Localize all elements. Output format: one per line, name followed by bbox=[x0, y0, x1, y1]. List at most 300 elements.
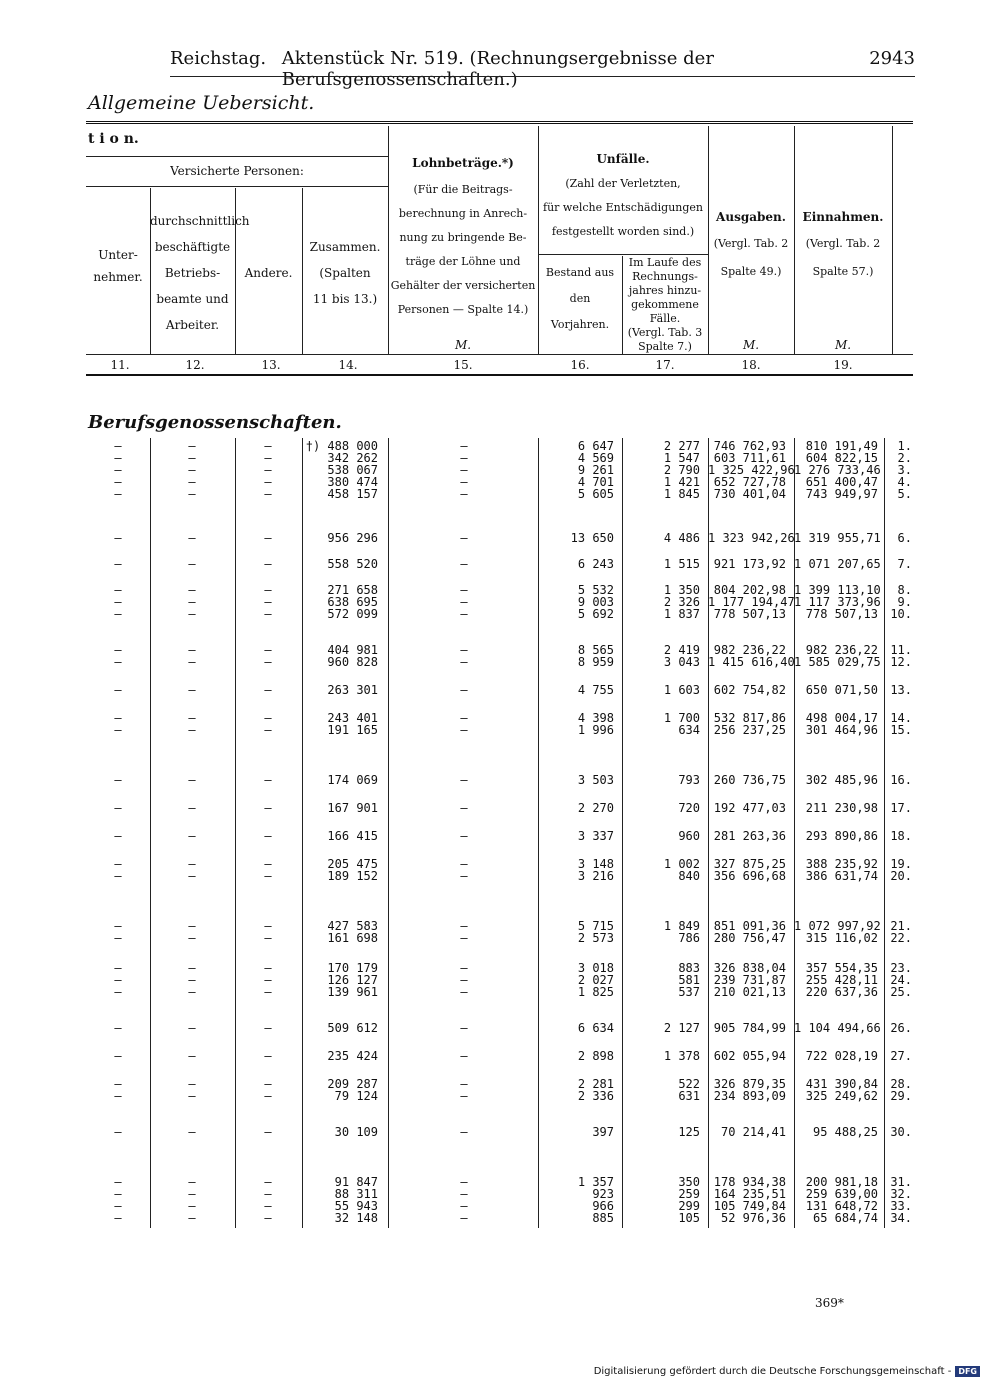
table-row bbox=[86, 608, 913, 621]
unternehmer-cell: — bbox=[114, 643, 122, 657]
ausgaben-cell: 52 976,36 bbox=[720, 1211, 786, 1225]
hinzugekommen-cell: 793 bbox=[678, 773, 700, 787]
arbeiter-cell: — bbox=[188, 919, 196, 933]
col-number: 12. bbox=[185, 358, 205, 372]
col19-unit: M. bbox=[834, 338, 852, 352]
hinzugekommen-cell: 2 326 bbox=[663, 595, 700, 609]
ausgaben-cell: 326 879,35 bbox=[713, 1077, 786, 1091]
bestand-cell: 4 755 bbox=[577, 683, 614, 697]
unternehmer-cell: — bbox=[114, 463, 122, 477]
einnahmen-cell: 131 648,72 bbox=[805, 1199, 878, 1213]
ausgaben-cell: 356 696,68 bbox=[713, 869, 786, 883]
table-row bbox=[86, 532, 913, 545]
row-number: 33. bbox=[890, 1199, 912, 1213]
ausgaben-cell: 602 055,94 bbox=[713, 1049, 786, 1063]
arbeiter-cell: — bbox=[188, 643, 196, 657]
bestand-cell: 1 825 bbox=[577, 985, 614, 999]
table-row bbox=[86, 1126, 913, 1139]
zusammen-cell: 191 165 bbox=[327, 723, 378, 737]
bestand-cell: 2 573 bbox=[577, 931, 614, 945]
andere-cell: — bbox=[264, 1049, 272, 1063]
hinzugekommen-cell: 2 419 bbox=[663, 643, 700, 657]
einnahmen-cell: 982 236,22 bbox=[805, 643, 878, 657]
arbeiter-cell: — bbox=[188, 1125, 196, 1139]
col-number: 15. bbox=[453, 358, 473, 372]
bestand-cell: 1 357 bbox=[577, 1175, 614, 1189]
row-number: 18. bbox=[890, 829, 912, 843]
col-number: 13. bbox=[261, 358, 281, 372]
hinzugekommen-cell: 105 bbox=[678, 1211, 700, 1225]
andere-cell: — bbox=[264, 595, 272, 609]
col-number: 19. bbox=[833, 358, 853, 372]
bestand-cell: 3 018 bbox=[577, 961, 614, 975]
unternehmer-cell: — bbox=[114, 1077, 122, 1091]
table-row bbox=[86, 558, 913, 571]
einnahmen-cell: 1 399 113,10 bbox=[794, 583, 881, 597]
table-row bbox=[86, 932, 913, 945]
section-fragment: t i o n. bbox=[88, 131, 139, 147]
ausgaben-cell: 851 091,36 bbox=[713, 919, 786, 933]
zusammen-cell: 458 157 bbox=[327, 487, 378, 501]
col15-title: Lohnbeträge.*) bbox=[412, 156, 514, 170]
ausgaben-cell: 234 893,09 bbox=[713, 1089, 786, 1103]
arbeiter-cell: — bbox=[188, 961, 196, 975]
table-row bbox=[86, 986, 913, 999]
einnahmen-cell: 200 981,18 bbox=[805, 1175, 878, 1189]
einnahmen-cell: 211 230,98 bbox=[805, 801, 878, 815]
lohnbetraege-cell: — bbox=[460, 869, 468, 883]
zusammen-cell: 189 152 bbox=[327, 869, 378, 883]
bestand-cell: 2 336 bbox=[577, 1089, 614, 1103]
zusammen-cell: 404 981 bbox=[327, 643, 378, 657]
bestand-cell: 966 bbox=[592, 1199, 614, 1213]
hinzugekommen-cell: 125 bbox=[678, 1125, 700, 1139]
page-number: 2943 bbox=[869, 48, 915, 69]
bestand-cell: 6 634 bbox=[577, 1021, 614, 1035]
arbeiter-cell: — bbox=[188, 1175, 196, 1189]
einnahmen-cell: 65 684,74 bbox=[812, 1211, 878, 1225]
zusammen-cell: 166 415 bbox=[327, 829, 378, 843]
bestand-cell: 2 270 bbox=[577, 801, 614, 815]
row-number: 22. bbox=[890, 931, 912, 945]
section-title: Berufsgenossenschaften. bbox=[88, 412, 342, 433]
ausgaben-cell: 652 727,78 bbox=[713, 475, 786, 489]
lohnbetraege-cell: — bbox=[460, 723, 468, 737]
lohnbetraege-cell: — bbox=[460, 487, 468, 501]
lohnbetraege-cell: — bbox=[460, 773, 468, 787]
andere-cell: — bbox=[264, 439, 272, 453]
unternehmer-cell: — bbox=[114, 1211, 122, 1225]
lohnbetraege-cell: — bbox=[460, 1187, 468, 1201]
ausgaben-cell: 804 202,98 bbox=[713, 583, 786, 597]
bestand-cell: 9 261 bbox=[577, 463, 614, 477]
hinzugekommen-cell: 4 486 bbox=[663, 531, 700, 545]
einnahmen-cell: 498 004,17 bbox=[805, 711, 878, 725]
hinzugekommen-cell: 299 bbox=[678, 1199, 700, 1213]
arbeiter-cell: — bbox=[188, 583, 196, 597]
unternehmer-cell: — bbox=[114, 801, 122, 815]
arbeiter-cell: — bbox=[188, 557, 196, 571]
row-number: 32. bbox=[890, 1187, 912, 1201]
header-left: Reichstag. bbox=[170, 48, 267, 69]
einnahmen-cell: 743 949,97 bbox=[805, 487, 878, 501]
hinzugekommen-cell: 786 bbox=[678, 931, 700, 945]
zusammen-cell: 263 301 bbox=[327, 683, 378, 697]
andere-cell: — bbox=[264, 683, 272, 697]
lohnbetraege-cell: — bbox=[460, 607, 468, 621]
hinzugekommen-cell: 634 bbox=[678, 723, 700, 737]
unternehmer-cell: — bbox=[114, 583, 122, 597]
row-number: 2. bbox=[897, 451, 912, 465]
arbeiter-cell: — bbox=[188, 1199, 196, 1213]
einnahmen-cell: 1 104 494,66 bbox=[794, 1021, 881, 1035]
lohnbetraege-cell: — bbox=[460, 1089, 468, 1103]
lohnbetraege-cell: — bbox=[460, 1021, 468, 1035]
einnahmen-cell: 604 822,15 bbox=[805, 451, 878, 465]
bestand-cell: 13 650 bbox=[570, 531, 614, 545]
unternehmer-cell: — bbox=[114, 595, 122, 609]
hinzugekommen-cell: 1 837 bbox=[663, 607, 700, 621]
row-number: 34. bbox=[890, 1211, 912, 1225]
lohnbetraege-cell: — bbox=[460, 557, 468, 571]
einnahmen-cell: 650 071,50 bbox=[805, 683, 878, 697]
col-number: 14. bbox=[338, 358, 358, 372]
andere-cell: — bbox=[264, 487, 272, 501]
andere-cell: — bbox=[264, 773, 272, 787]
digitization-footer bbox=[594, 1366, 980, 1377]
zusammen-cell: 243 401 bbox=[327, 711, 378, 725]
einnahmen-cell: 1 319 955,71 bbox=[794, 531, 881, 545]
einnahmen-cell: 1 072 997,92 bbox=[794, 919, 881, 933]
zusammen-cell: 55 943 bbox=[334, 1199, 378, 1213]
zusammen-cell: †) 488 000 bbox=[305, 439, 378, 453]
col14-header: Zusammen. (Spalten 11 bis 13.) bbox=[309, 240, 381, 306]
lohnbetraege-cell: — bbox=[460, 439, 468, 453]
hinzugekommen-cell: 1 547 bbox=[663, 451, 700, 465]
bestand-cell: 885 bbox=[592, 1211, 614, 1225]
arbeiter-cell: — bbox=[188, 931, 196, 945]
einnahmen-cell: 357 554,35 bbox=[805, 961, 878, 975]
arbeiter-cell: — bbox=[188, 683, 196, 697]
andere-cell: — bbox=[264, 607, 272, 621]
unternehmer-cell: — bbox=[114, 1175, 122, 1189]
unternehmer-cell: — bbox=[114, 829, 122, 843]
unternehmer-cell: — bbox=[114, 487, 122, 501]
zusammen-cell: 30 109 bbox=[334, 1125, 378, 1139]
ausgaben-cell: 1 415 616,40 bbox=[708, 655, 795, 669]
unternehmer-cell: — bbox=[114, 1089, 122, 1103]
einnahmen-cell: 778 507,13 bbox=[805, 607, 878, 621]
table-top-rule bbox=[86, 121, 913, 125]
zusammen-cell: 427 583 bbox=[327, 919, 378, 933]
hinzugekommen-cell: 1 845 bbox=[663, 487, 700, 501]
andere-cell: — bbox=[264, 1089, 272, 1103]
row-number: 25. bbox=[890, 985, 912, 999]
numbers-rule bbox=[86, 374, 913, 376]
lohnbetraege-cell: — bbox=[460, 531, 468, 545]
lohnbetraege-cell: — bbox=[460, 711, 468, 725]
unternehmer-cell: — bbox=[114, 857, 122, 871]
andere-cell: — bbox=[264, 711, 272, 725]
col13-header: Andere. bbox=[244, 266, 293, 280]
zusammen-cell: 209 287 bbox=[327, 1077, 378, 1091]
einnahmen-cell: 810 191,49 bbox=[805, 439, 878, 453]
hinzugekommen-cell: 720 bbox=[678, 801, 700, 815]
zusammen-cell: 380 474 bbox=[327, 475, 378, 489]
lohnbetraege-cell: — bbox=[460, 1175, 468, 1189]
ausgaben-cell: 603 711,61 bbox=[713, 451, 786, 465]
andere-cell: — bbox=[264, 463, 272, 477]
hinzugekommen-cell: 350 bbox=[678, 1175, 700, 1189]
arbeiter-cell: — bbox=[188, 869, 196, 883]
insured-group-label: Versicherte Personen: bbox=[170, 164, 304, 178]
andere-cell: — bbox=[264, 1125, 272, 1139]
bestand-cell: 6 243 bbox=[577, 557, 614, 571]
andere-cell: — bbox=[264, 1077, 272, 1091]
hinzugekommen-cell: 960 bbox=[678, 829, 700, 843]
row-number: 23. bbox=[890, 961, 912, 975]
dfg-logo: DFG bbox=[955, 1366, 980, 1377]
einnahmen-cell: 325 249,62 bbox=[805, 1089, 878, 1103]
hinzugekommen-cell: 522 bbox=[678, 1077, 700, 1091]
row-number: 17. bbox=[890, 801, 912, 815]
einnahmen-cell: 293 890,86 bbox=[805, 829, 878, 843]
ausgaben-cell: 905 784,99 bbox=[713, 1021, 786, 1035]
row-number: 15. bbox=[890, 723, 912, 737]
hinzugekommen-cell: 631 bbox=[678, 1089, 700, 1103]
ausgaben-cell: 178 934,38 bbox=[713, 1175, 786, 1189]
bestand-cell: 2 898 bbox=[577, 1049, 614, 1063]
hinzugekommen-cell: 2 127 bbox=[663, 1021, 700, 1035]
row-number: 19. bbox=[890, 857, 912, 871]
ausgaben-cell: 260 736,75 bbox=[713, 773, 786, 787]
bestand-cell: 5 605 bbox=[577, 487, 614, 501]
bestand-cell: 4 569 bbox=[577, 451, 614, 465]
hinzugekommen-cell: 1 603 bbox=[663, 683, 700, 697]
hinzugekommen-cell: 1 421 bbox=[663, 475, 700, 489]
zusammen-cell: 161 698 bbox=[327, 931, 378, 945]
hinzugekommen-cell: 1 002 bbox=[663, 857, 700, 871]
row-number: 12. bbox=[890, 655, 912, 669]
andere-cell: — bbox=[264, 801, 272, 815]
lohnbetraege-cell: — bbox=[460, 595, 468, 609]
row-number: 30. bbox=[890, 1125, 912, 1139]
ausgaben-cell: 256 237,25 bbox=[713, 723, 786, 737]
unternehmer-cell: — bbox=[114, 557, 122, 571]
hinzugekommen-cell: 259 bbox=[678, 1187, 700, 1201]
hinzugekommen-cell: 1 515 bbox=[663, 557, 700, 571]
lohnbetraege-cell: — bbox=[460, 919, 468, 933]
bestand-cell: 3 148 bbox=[577, 857, 614, 871]
unternehmer-cell: — bbox=[114, 931, 122, 945]
arbeiter-cell: — bbox=[188, 451, 196, 465]
bestand-cell: 6 647 bbox=[577, 439, 614, 453]
andere-cell: — bbox=[264, 557, 272, 571]
bestand-cell: 9 003 bbox=[577, 595, 614, 609]
hinzugekommen-cell: 1 350 bbox=[663, 583, 700, 597]
arbeiter-cell: — bbox=[188, 1021, 196, 1035]
lohnbetraege-cell: — bbox=[460, 1211, 468, 1225]
overview-title: Allgemeine Uebersicht. bbox=[88, 92, 315, 114]
table-header bbox=[86, 126, 913, 356]
andere-cell: — bbox=[264, 475, 272, 489]
zusammen-cell: 271 658 bbox=[327, 583, 378, 597]
andere-cell: — bbox=[264, 1187, 272, 1201]
table-row bbox=[86, 830, 913, 843]
einnahmen-cell: 1 117 373,96 bbox=[794, 595, 881, 609]
arbeiter-cell: — bbox=[188, 531, 196, 545]
lohnbetraege-cell: — bbox=[460, 583, 468, 597]
arbeiter-cell: — bbox=[188, 607, 196, 621]
row-number: 9. bbox=[897, 595, 912, 609]
arbeiter-cell: — bbox=[188, 1211, 196, 1225]
ausgaben-cell: 327 875,25 bbox=[713, 857, 786, 871]
ausgaben-cell: 281 263,36 bbox=[713, 829, 786, 843]
zusammen-cell: 88 311 bbox=[334, 1187, 378, 1201]
hinzugekommen-cell: 3 043 bbox=[663, 655, 700, 669]
page-header bbox=[170, 48, 915, 90]
bestand-cell: 1 996 bbox=[577, 723, 614, 737]
row-number: 28. bbox=[890, 1077, 912, 1091]
row-number: 26. bbox=[890, 1021, 912, 1035]
row-number: 7. bbox=[897, 557, 912, 571]
unternehmer-cell: — bbox=[114, 1199, 122, 1213]
zusammen-cell: 170 179 bbox=[327, 961, 378, 975]
unternehmer-cell: — bbox=[114, 1187, 122, 1201]
row-number: 16. bbox=[890, 773, 912, 787]
andere-cell: — bbox=[264, 973, 272, 987]
bestand-cell: 3 337 bbox=[577, 829, 614, 843]
table-row bbox=[86, 1022, 913, 1035]
table-row bbox=[86, 1212, 913, 1225]
col18-title: Ausgaben. bbox=[716, 210, 786, 224]
einnahmen-cell: 302 485,96 bbox=[805, 773, 878, 787]
zusammen-cell: 32 148 bbox=[334, 1211, 378, 1225]
zusammen-cell: 79 124 bbox=[334, 1089, 378, 1103]
bestand-cell: 4 398 bbox=[577, 711, 614, 725]
col15-unit: M. bbox=[454, 338, 472, 352]
unternehmer-cell: — bbox=[114, 475, 122, 489]
ausgaben-cell: 921 173,92 bbox=[713, 557, 786, 571]
ausgaben-cell: 982 236,22 bbox=[713, 643, 786, 657]
ausgaben-cell: 1 325 422,96 bbox=[708, 463, 795, 477]
einnahmen-cell: 315 116,02 bbox=[805, 931, 878, 945]
col-number: 16. bbox=[570, 358, 590, 372]
arbeiter-cell: — bbox=[188, 1089, 196, 1103]
arbeiter-cell: — bbox=[188, 985, 196, 999]
lohnbetraege-cell: — bbox=[460, 1125, 468, 1139]
zusammen-cell: 235 424 bbox=[327, 1049, 378, 1063]
zusammen-cell: 139 961 bbox=[327, 985, 378, 999]
unternehmer-cell: — bbox=[114, 985, 122, 999]
lohnbetraege-cell: — bbox=[460, 475, 468, 489]
ausgaben-cell: 532 817,86 bbox=[713, 711, 786, 725]
ausgaben-cell: 1 323 942,26 bbox=[708, 531, 795, 545]
ausgaben-cell: 210 021,13 bbox=[713, 985, 786, 999]
arbeiter-cell: — bbox=[188, 723, 196, 737]
table-row bbox=[86, 488, 913, 501]
row-number: 10. bbox=[890, 607, 912, 621]
andere-cell: — bbox=[264, 583, 272, 597]
einnahmen-cell: 301 464,96 bbox=[805, 723, 878, 737]
lohnbetraege-cell: — bbox=[460, 985, 468, 999]
bestand-cell: 3 216 bbox=[577, 869, 614, 883]
andere-cell: — bbox=[264, 451, 272, 465]
col11-header: Unter- nehmer. bbox=[93, 248, 143, 284]
arbeiter-cell: — bbox=[188, 463, 196, 477]
unternehmer-cell: — bbox=[114, 655, 122, 669]
lohnbetraege-cell: — bbox=[460, 857, 468, 871]
col16-header: Bestand aus den Vorjahren. bbox=[545, 266, 615, 331]
unternehmer-cell: — bbox=[114, 711, 122, 725]
table-row bbox=[86, 1090, 913, 1103]
row-number: 27. bbox=[890, 1049, 912, 1063]
ausgaben-cell: 602 754,82 bbox=[713, 683, 786, 697]
lohnbetraege-cell: — bbox=[460, 1199, 468, 1213]
arbeiter-cell: — bbox=[188, 487, 196, 501]
andere-cell: — bbox=[264, 1211, 272, 1225]
unternehmer-cell: — bbox=[114, 773, 122, 787]
arbeiter-cell: — bbox=[188, 475, 196, 489]
col15-header: (Für die Beitrags- berechnung in Anrech- nung zu bringende Be- träge der Löhne und Gehälter der versicherten Personen — Spalte 14.) bbox=[390, 183, 536, 316]
lohnbetraege-cell: — bbox=[460, 973, 468, 987]
ausgaben-cell: 164 235,51 bbox=[713, 1187, 786, 1201]
arbeiter-cell: — bbox=[188, 829, 196, 843]
zusammen-cell: 558 520 bbox=[327, 557, 378, 571]
zusammen-cell: 638 695 bbox=[327, 595, 378, 609]
andere-cell: — bbox=[264, 1199, 272, 1213]
bestand-cell: 2 281 bbox=[577, 1077, 614, 1091]
col-number: 11. bbox=[110, 358, 130, 372]
row-number: 20. bbox=[890, 869, 912, 883]
ausgaben-cell: 239 731,87 bbox=[713, 973, 786, 987]
hinzugekommen-cell: 883 bbox=[678, 961, 700, 975]
zusammen-cell: 509 612 bbox=[327, 1021, 378, 1035]
arbeiter-cell: — bbox=[188, 1077, 196, 1091]
lohnbetraege-cell: — bbox=[460, 643, 468, 657]
footer-text: Digitalisierung gefördert durch die Deutsche Forschungsgemeinschaft - bbox=[593, 1366, 952, 1377]
hinzugekommen-cell: 581 bbox=[678, 973, 700, 987]
table-row bbox=[86, 684, 913, 697]
row-number: 5. bbox=[897, 487, 912, 501]
bestand-cell: 923 bbox=[592, 1187, 614, 1201]
lohnbetraege-cell: — bbox=[460, 451, 468, 465]
andere-cell: — bbox=[264, 643, 272, 657]
bestand-cell: 3 503 bbox=[577, 773, 614, 787]
hinzugekommen-cell: 1 378 bbox=[663, 1049, 700, 1063]
zusammen-cell: 960 828 bbox=[327, 655, 378, 669]
andere-cell: — bbox=[264, 931, 272, 945]
unternehmer-cell: — bbox=[114, 683, 122, 697]
lohnbetraege-cell: — bbox=[460, 961, 468, 975]
table-row bbox=[86, 870, 913, 883]
bestand-cell: 2 027 bbox=[577, 973, 614, 987]
ausgaben-cell: 326 838,04 bbox=[713, 961, 786, 975]
einnahmen-cell: 220 637,36 bbox=[805, 985, 878, 999]
col-number: 18. bbox=[741, 358, 761, 372]
row-number: 29. bbox=[890, 1089, 912, 1103]
row-number: 8. bbox=[897, 583, 912, 597]
table-row bbox=[86, 802, 913, 815]
col12-header: durchschnittlich beschäftigte Betriebs- beamte und Arbeiter. bbox=[150, 214, 250, 332]
einnahmen-cell: 431 390,84 bbox=[805, 1077, 878, 1091]
hinzugekommen-cell: 1 700 bbox=[663, 711, 700, 725]
andere-cell: — bbox=[264, 961, 272, 975]
zusammen-cell: 91 847 bbox=[334, 1175, 378, 1189]
ausgaben-cell: 778 507,13 bbox=[713, 607, 786, 621]
ausgaben-cell: 280 756,47 bbox=[713, 931, 786, 945]
bestand-cell: 5 715 bbox=[577, 919, 614, 933]
